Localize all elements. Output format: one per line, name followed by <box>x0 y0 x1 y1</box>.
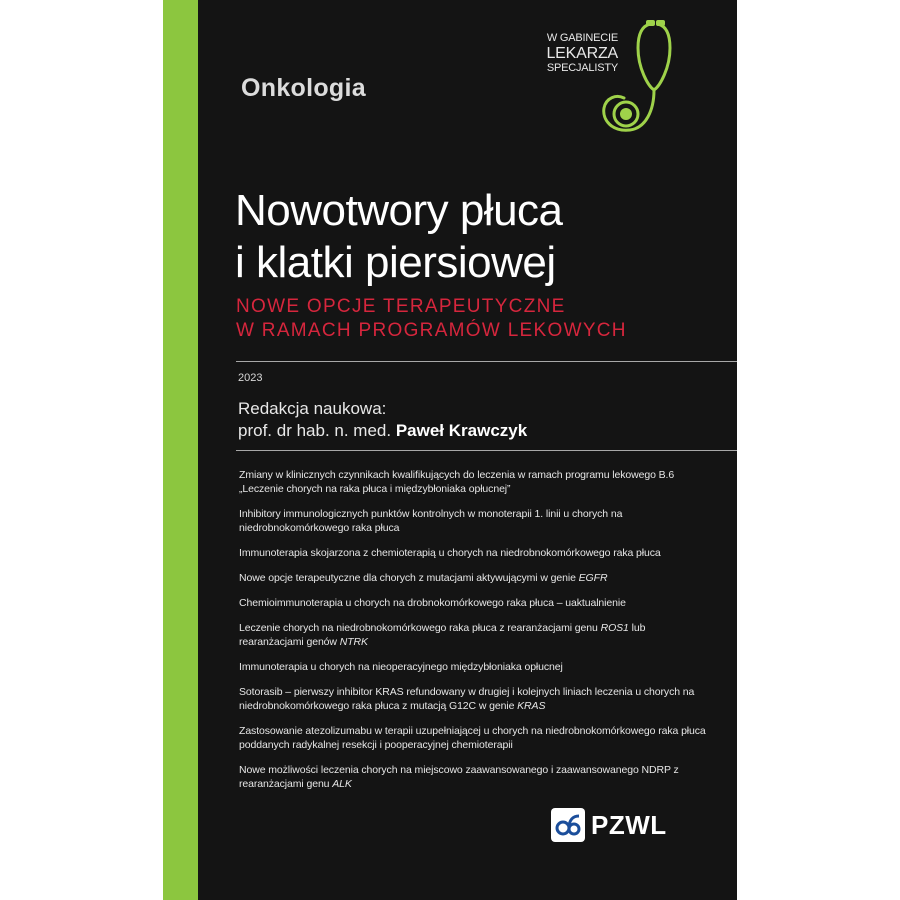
editor-name: Paweł Krawczyk <box>395 421 528 440</box>
editor-credit <box>238 420 527 442</box>
contents-item: Immunoterapia u chorych na nieoperacyjnego międzybłoniaka opłucnej <box>239 661 563 673</box>
contents-item: Nowe możliwości leczenia chorych na miejscowo zaawansowanego i zaawansowanego NDRP z rearanżacjami genu ALK <box>239 764 679 790</box>
editor-degree: prof. dr hab. n. med. <box>238 421 392 440</box>
editor-block <box>238 398 527 442</box>
subtitle-line-1: NOWE OPCJE TERAPEUTYCZNE <box>236 296 566 317</box>
contents-item: Nowe opcje terapeutyczne dla chorych z mutacjami aktywującymi w genie EGFR <box>239 572 608 584</box>
book-cover <box>163 0 737 900</box>
contents-item: Immunoterapia skojarzona z chemioterapią u chorych na niedrobnokomórkowego raka płuca <box>239 547 661 559</box>
editor-label: Redakcja naukowa: <box>238 399 387 418</box>
pzwl-logo-icon <box>551 808 585 842</box>
publisher-logo <box>551 808 667 842</box>
badge-line-2: LEKARZA <box>546 45 618 62</box>
badge-line-1: W GABINECIE <box>546 32 618 44</box>
divider-2 <box>236 450 737 451</box>
badge-line-3: SPECJALISTY <box>546 62 618 74</box>
contents-item: Inhibitory immunologicznych punktów kontrolnych w monoterapii 1. linii u chorych na niedrobnokomórkowego raka płuca <box>239 508 623 534</box>
book-title <box>235 185 563 289</box>
green-spine-strip <box>163 0 198 900</box>
contents-list <box>239 468 709 802</box>
publisher-name: PZWL <box>591 809 667 840</box>
contents-item: Zastosowanie atezolizumabu w terapii uzupełniającej u chorych na niedrobnokomórkowego raka płuca poddanych radykalnej resekcji i pooperacyjnej chemioterapii <box>239 725 706 751</box>
series-badge-text <box>538 32 618 75</box>
publication-year: 2023 <box>238 372 263 384</box>
contents-item: Sotorasib – pierwszy inhibitor KRAS refundowany w drugiej i kolejnych liniach leczenia u chorych na niedrobnokomórkowego raka płuca z mutacją G12C w genie KRAS <box>239 686 695 712</box>
contents-item: Zmiany w klinicznych czynnikach kwalifikujących do leczenia w ramach programu lekowego B.6 „Leczenie chorych na raka płuca i międzybłoniaka opłucnej” <box>239 469 675 495</box>
series-subject: Onkologia <box>241 74 366 102</box>
book-subtitle <box>236 295 627 343</box>
series-badge <box>538 18 698 138</box>
subtitle-line-2: W RAMACH PROGRAMÓW LEKOWYCH <box>236 320 627 341</box>
contents-item: Chemioimmunoterapia u chorych na drobnokomórkowego raka płuca – uaktualnienie <box>239 597 626 609</box>
title-line-1: Nowotwory płuca <box>235 186 563 235</box>
title-line-2: i klatki piersiowej <box>235 238 556 287</box>
contents-item: Leczenie chorych na niedrobnokomórkowego raka płuca z rearanżacjami genu ROS1 lub rearanżacjami genów NTRK <box>239 622 646 648</box>
divider <box>236 361 737 362</box>
